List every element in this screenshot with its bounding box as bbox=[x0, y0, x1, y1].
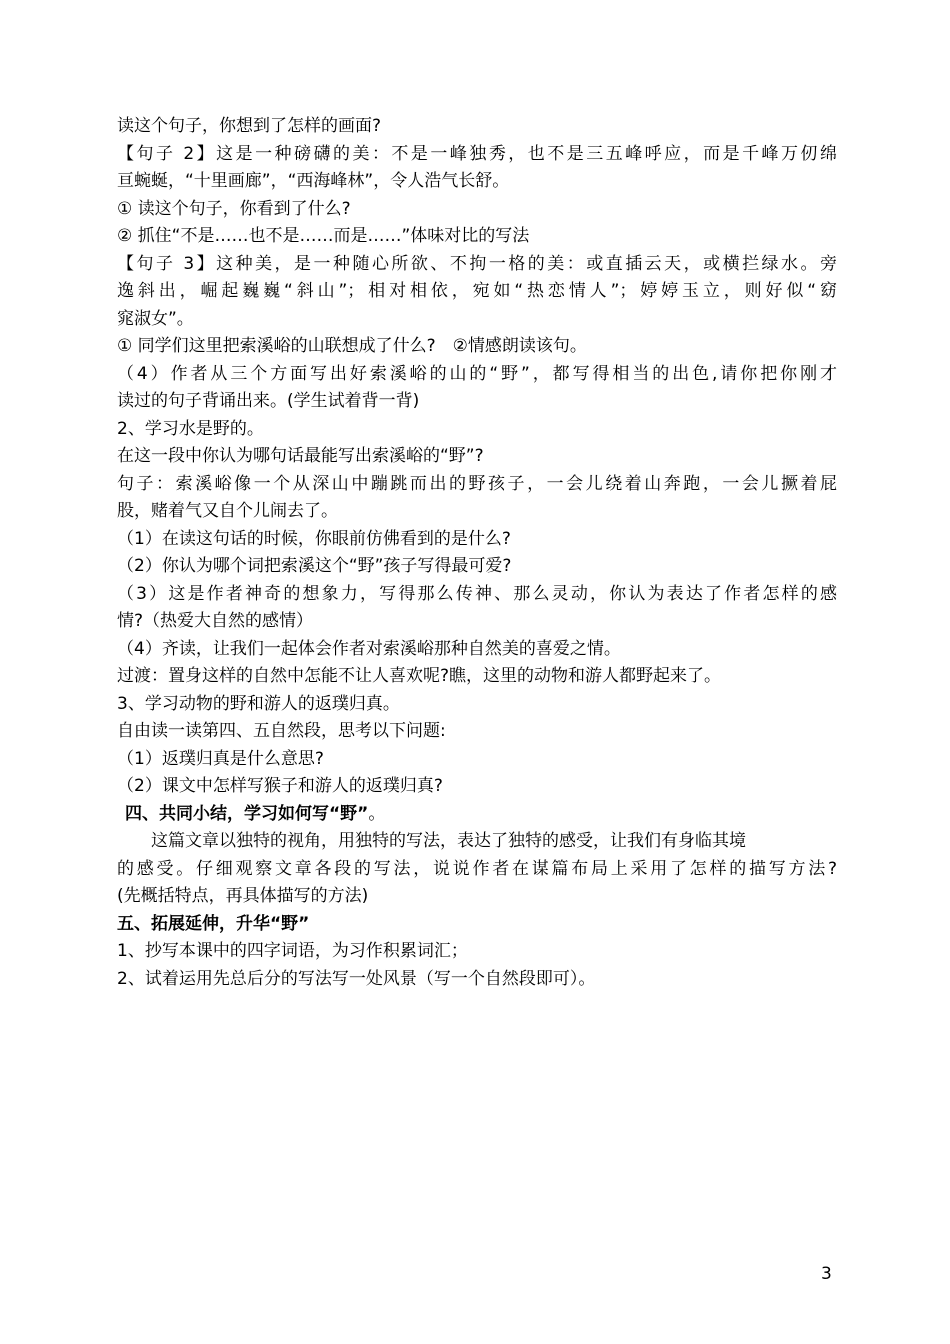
text-line: 自由读一读第四、五自然段，思考以下问题: bbox=[117, 721, 446, 741]
homework-item: 2、试着运用先总后分的写法写一处风景（写一个自然段即可）。 bbox=[117, 968, 596, 989]
section-heading-4-text: 四、共同小结，学习如何写“野” bbox=[125, 803, 369, 824]
homework-item: 1、抄写本课中的四字词语，为习作积累词汇； bbox=[117, 941, 468, 961]
text-line: ② 抓住“不是……也不是……而是……”体味对比的写法 bbox=[117, 226, 530, 246]
text-line: 窕淑女”。 bbox=[117, 308, 194, 329]
section-heading-4 bbox=[117, 801, 837, 829]
text-line: 逸斜出，崛起巍巍“斜山”；相对相依，宛如“热恋情人”；婷婷玉立，则好似“窈 bbox=[117, 281, 837, 301]
summary-paragraph-line: 的感受。仔细观察文章各段的写法，说说作者在谋篇布局上采用了怎样的描写方法? bbox=[117, 858, 837, 879]
text-line: （1）在读这句话的时候，你眼前仿佛看到的是什么? bbox=[117, 528, 511, 549]
section-heading-4-tail: 。 bbox=[368, 803, 386, 824]
text-line: 2、学习水是野的。 bbox=[117, 418, 264, 439]
text-line: 【句子 2】这是一种磅礴的美：不是一峰独秀，也不是三五峰呼应，而是千峰万仞绵 bbox=[117, 143, 837, 164]
text-line: 股，赌着气又自个儿闹去了。 bbox=[117, 501, 338, 521]
text-line: 情?（热爱大自然的感情） bbox=[117, 611, 314, 631]
text-line: 过渡：置身这样的自然中怎能不让人喜欢呢?瞧，这里的动物和游人都野起来了。 bbox=[117, 666, 722, 686]
document-page bbox=[117, 113, 837, 993]
text-line: 读这个句子，你想到了怎样的画面? bbox=[117, 116, 382, 136]
summary-paragraph-line: 这篇文章以独特的视角，用独特的写法，表达了独特的感受，让我们有身临其境 bbox=[151, 831, 746, 851]
section-heading-5: 五、拓展延伸，升华“野” bbox=[117, 913, 310, 934]
text-line: （3）这是作者神奇的想象力，写得那么传神、那么灵动，你认为表达了作者怎样的感 bbox=[117, 583, 837, 604]
page-number: 3 bbox=[821, 1264, 832, 1284]
text-line: 3、学习动物的野和游人的返璞归真。 bbox=[117, 693, 400, 714]
text-line: ① 同学们这里把索溪峪的山联想成了什么? ②情感朗读该句。 bbox=[117, 336, 587, 356]
text-line: 读过的句子背诵出来。(学生试着背一背) bbox=[117, 391, 420, 411]
text-line: （4）作者从三个方面写出好索溪峪的山的“野”，都写得相当的出色,请你把你刚才 bbox=[117, 363, 837, 384]
text-line: ① 读这个句子，你看到了什么? bbox=[117, 198, 351, 219]
summary-paragraph-line: (先概括特点，再具体描写的方法) bbox=[117, 886, 369, 906]
text-line: 【句子 3】这种美，是一种随心所欲、不拘一格的美：或直插云天，或横拦绿水。旁 bbox=[117, 253, 837, 274]
text-line: 在这一段中你认为哪句话最能写出索溪峪的“野”? bbox=[117, 446, 484, 466]
text-line: （2）你认为哪个词把索溪这个“野”孩子写得最可爱? bbox=[117, 556, 512, 576]
text-line: （4）齐读，让我们一起体会作者对索溪峪那种自然美的喜爱之情。 bbox=[117, 638, 621, 659]
text-line: 亘蜿蜒，“十里画廊”，“西海峰林”，令人浩气长舒。 bbox=[117, 171, 510, 191]
text-line: （1）返璞归真是什么意思? bbox=[117, 748, 324, 769]
text-line: 句子：索溪峪像一个从深山中蹦跳而出的野孩子，一会儿绕着山奔跑，一会儿撅着屁 bbox=[117, 473, 837, 494]
text-line: （2）课文中怎样写猴子和游人的返璞归真? bbox=[117, 776, 443, 796]
